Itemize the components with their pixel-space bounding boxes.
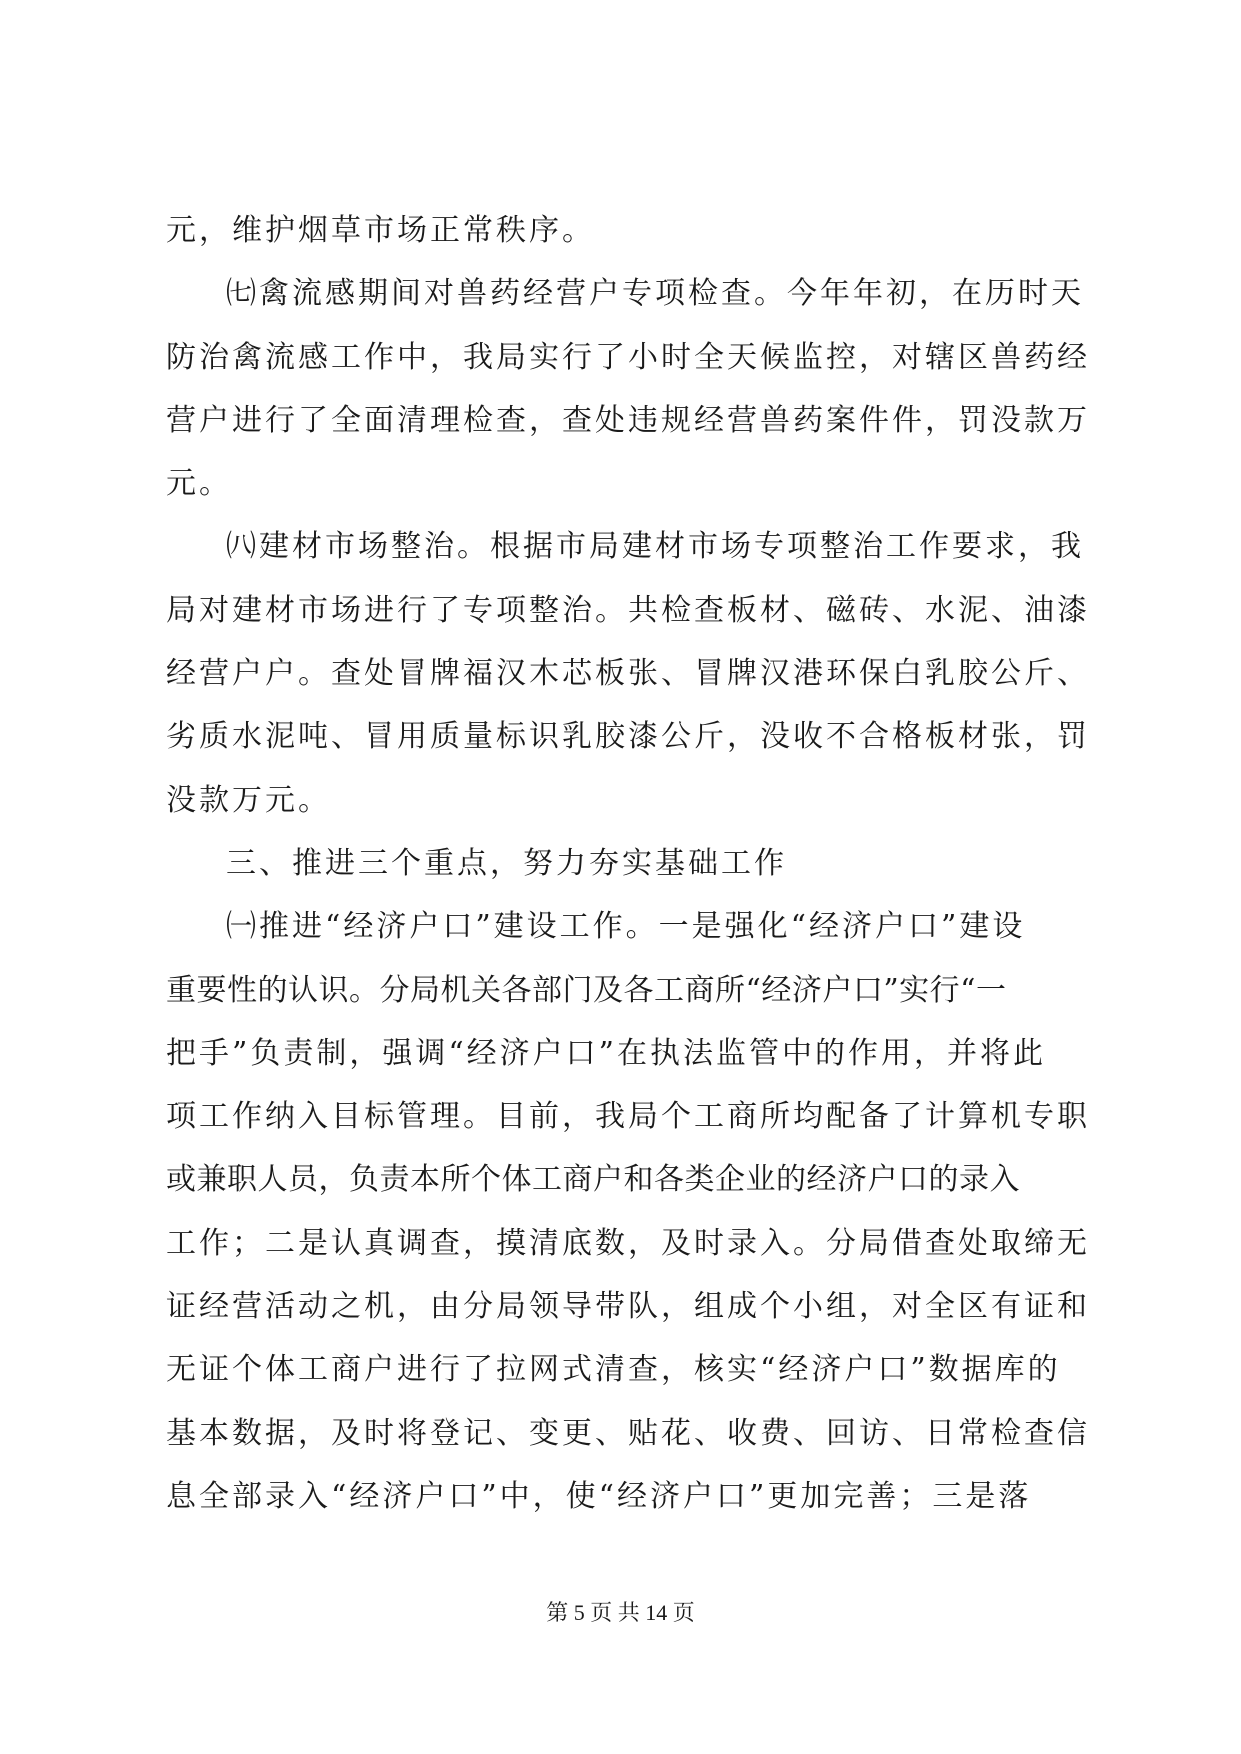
paragraph-start-line: ㈧建材市场整治。根据市局建材市场专项整治工作要求，我 xyxy=(226,529,1084,565)
text-line: 元，维护烟草市场正常秩序。 xyxy=(166,213,595,248)
text-line: 重要性的认识。分局机关各部门及各工商所“经济户口”实行“一 xyxy=(166,972,1007,1008)
text-line: 元。 xyxy=(166,466,232,502)
text-line: 没款万元。 xyxy=(166,782,331,818)
paragraph-start-line: ㈠推进“经济户口”建设工作。一是强化“经济户口”建设 xyxy=(226,909,1026,945)
text-line: 无证个体工商户进行了拉网式清查，核实“经济户口”数据库的 xyxy=(166,1352,1061,1388)
page-number-footer: 第 5 页 共 14 页 xyxy=(546,1600,695,1625)
text-line: 证经营活动之机，由分局领导带队，组成个小组，对全区有证和 xyxy=(166,1289,1090,1325)
text-line: 经营户户。查处冒牌福汉木芯板张、冒牌汉港环保白乳胶公斤、 xyxy=(166,656,1090,692)
text-line: 劣质水泥吨、冒用质量标识乳胶漆公斤，没收不合格板材张，罚 xyxy=(166,719,1090,755)
text-line: 息全部录入“经济户口”中，使“经济户口”更加完善；三是落 xyxy=(166,1478,1032,1514)
text-line: 基本数据，及时将登记、变更、贴花、收费、回访、日常检查信 xyxy=(166,1415,1090,1451)
text-line: 项工作纳入目标管理。目前，我局个工商所均配备了计算机专职 xyxy=(166,1099,1090,1135)
text-line: 防治禽流感工作中，我局实行了小时全天候监控，对辖区兽药经 xyxy=(166,339,1090,375)
text-line: 局对建材市场进行了专项整治。共检查板材、磁砖、水泥、油漆 xyxy=(166,592,1090,628)
text-line: 或兼职人员，负责本所个体工商户和各类企业的经济户口的录入 xyxy=(166,1162,1020,1198)
text-line: 把手”负责制，强调“经济户口”在执法监管中的作用，并将此 xyxy=(166,1035,1047,1071)
text-line: 工作；二是认真调查，摸清底数，及时录入。分局借查处取缔无 xyxy=(166,1225,1090,1261)
text-line: 营户进行了全面清理检查，查处违规经营兽药案件件，罚没款万 xyxy=(166,402,1090,438)
document-body xyxy=(166,199,1090,1528)
paragraph-start-line: ㈦禽流感期间对兽药经营户专项检查。今年年初，在历时天 xyxy=(226,276,1084,312)
section-heading: 三、推进三个重点，努力夯实基础工作 xyxy=(226,845,787,881)
